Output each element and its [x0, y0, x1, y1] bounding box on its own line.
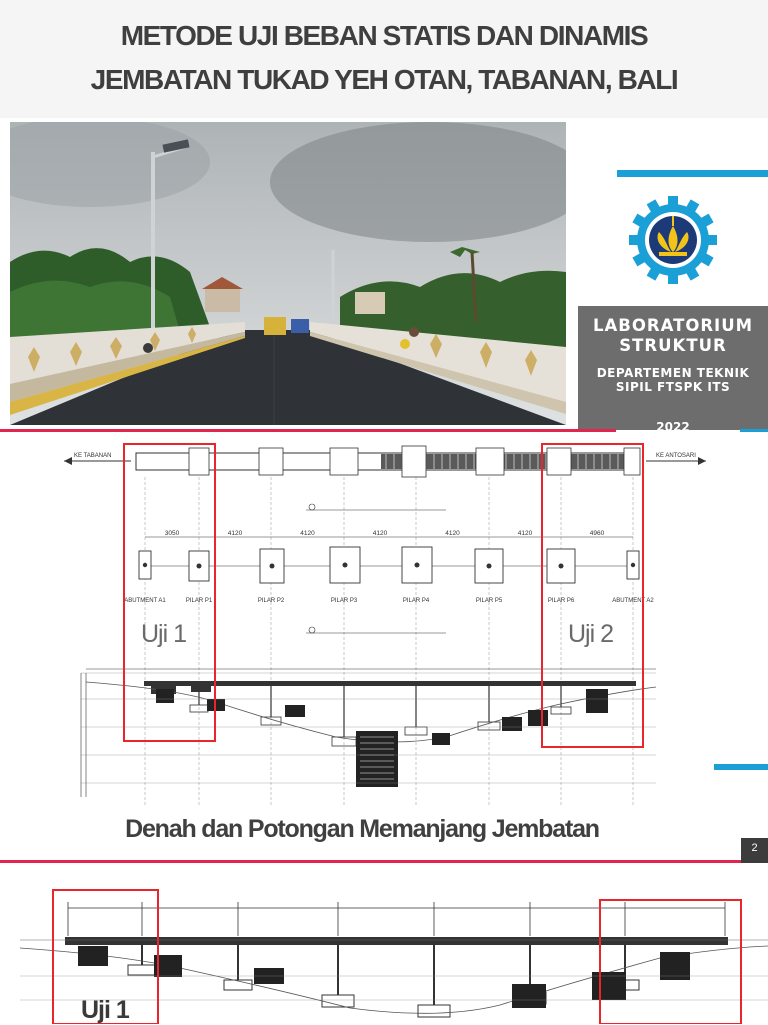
- divider-red: [0, 429, 616, 432]
- divider-red-bottom: [0, 860, 741, 863]
- its-logo-icon: [628, 195, 718, 285]
- lab-department: DEPARTEMEN TEKNIK SIPIL FTSPK ITS: [596, 366, 750, 394]
- accent-bar-blue-top: [617, 170, 768, 177]
- direction-left: KE TABANAN: [74, 453, 112, 459]
- span-dimension-label: 4120: [300, 530, 315, 537]
- slide-title-line-1: METODE UJI BEBAN STATIS DAN DINAMIS: [120, 20, 648, 51]
- test-zone-1-label: Uji 1: [141, 620, 187, 648]
- accent-bar-blue-mid: [712, 764, 768, 770]
- test-zone-2-label: Uji 2: [568, 620, 614, 648]
- direction-right: KE ANTOSARI: [656, 453, 696, 459]
- support-label: ABUTMENT A2: [612, 598, 654, 604]
- span-dimension-label: 4120: [372, 530, 388, 537]
- support-label: PILAR P4: [402, 598, 430, 604]
- slide-title-line-2: JEMBATAN TUKAD YEH OTAN, TABANAN, BALI: [90, 64, 678, 95]
- lab-info-panel: [578, 306, 768, 430]
- support-label: PILAR P6: [547, 598, 575, 604]
- bridge-section-drawing: [20, 880, 768, 1024]
- lab-year: 2022: [656, 420, 690, 430]
- slide-title: [0, 14, 768, 102]
- span-dimension-label: 4120: [517, 530, 533, 537]
- bridge-photo: [10, 122, 566, 425]
- page-number: 2: [751, 842, 758, 854]
- support-label: PILAR P5: [475, 598, 503, 604]
- support-label: PILAR P2: [257, 598, 285, 604]
- span-dimension-label: 4120: [227, 530, 243, 537]
- divider-blue: [740, 429, 768, 432]
- span-dimension-label: 4120: [445, 530, 460, 537]
- lab-title: LABORATORIUM STRUKTUR: [592, 316, 754, 355]
- test-zone-1-label-bottom: Uji 1: [81, 996, 129, 1024]
- span-dimension-label: 3050: [164, 530, 180, 537]
- support-label: PILAR P3: [330, 598, 358, 604]
- support-label: PILAR P1: [185, 598, 213, 604]
- slide-caption: Denah dan Potongan Memanjang Jembatan: [125, 815, 599, 843]
- span-dimension-label: 4960: [589, 530, 605, 537]
- support-label: ABUTMENT A1: [124, 598, 166, 604]
